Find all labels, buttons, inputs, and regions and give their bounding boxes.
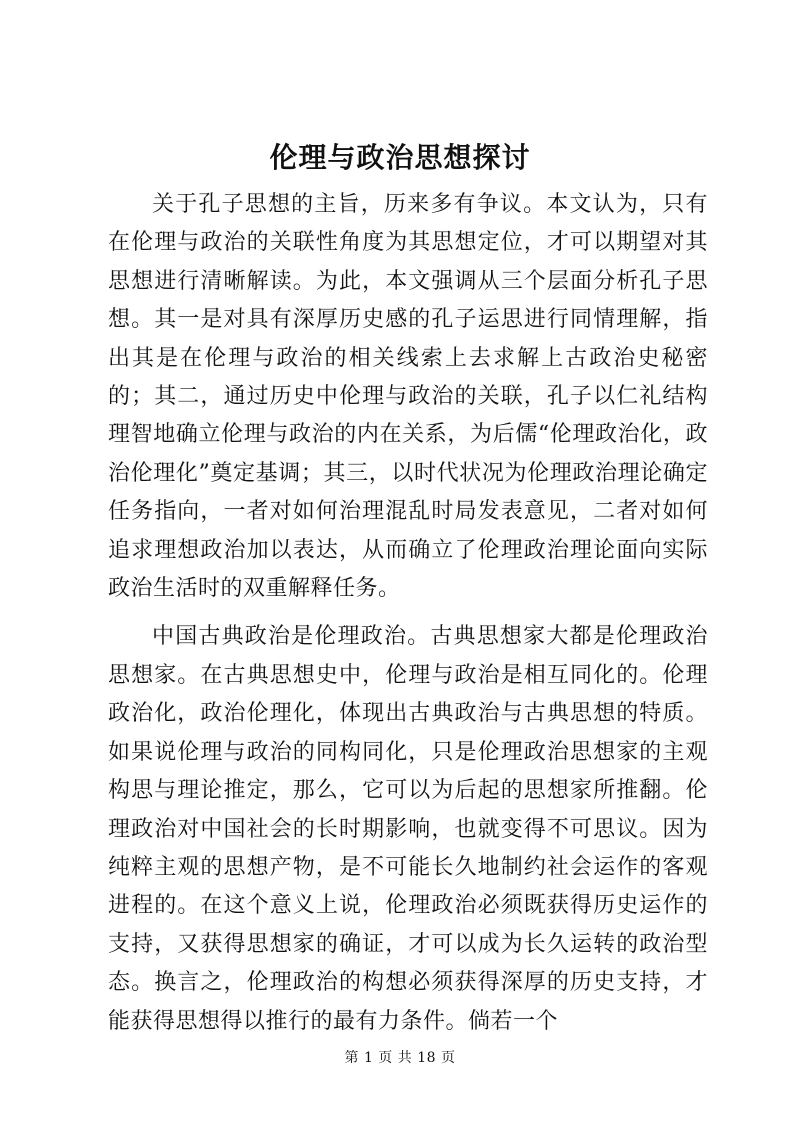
paragraph-2: 中国古典政治是伦理政治。古典思想家大都是伦理政治思想家。在古典思想史中，伦理与政治是相互同化的。伦理政治化，政治伦理化，体现出古典政治与古典思想的特质。如果说伦理与政治的同构同化，只是伦理政治思想家的主观构思与理论推定，那么，它可以为后起的思想家所推翻。伦理政治对中国社会的长时期影响，也就变得不可思议。因为纯粹主观的思想产物，是不可能长久地制约社会运作的客观进程的。在这个意义上说，伦理政治必须既获得历史运作的支持，又获得思想家的确证，才可以成为长久运转的政治型态。换言之，伦理政治的构想必须获得深厚的历史支持，才能获得思想得以推行的最有力条件。倘若一个 [108, 624, 708, 1034]
document-title: 伦理与政治思想探讨 [269, 141, 531, 174]
document-body [108, 186, 708, 1041]
page-number-footer: 第 1 页 共 18 页 [344, 1050, 456, 1066]
paragraph-1: 关于孔子思想的主旨，历来多有争议。本文认为，只有在伦理与政治的关联性角度为其思想定位，才可以期望对其思想进行清晰解读。为此，本文强调从三个层面分析孔子思想。其一是对具有深厚历史感的孔子运思进行同情理解，指出其是在伦理与政治的相关线索上去求解上古政治史秘密的；其二，通过历史中伦理与政治的关联，孔子以仁礼结构理智地确立伦理与政治的内在关系，为后儒“伦理政治化，政治伦理化”奠定基调；其三，以时代状况为伦理政治理论确定任务指向，一者对如何治理混乱时局发表意见，二者对如何追求理想政治加以表达，从而确立了伦理政治理论面向实际政治生活时的双重解释任务。 [108, 192, 708, 602]
